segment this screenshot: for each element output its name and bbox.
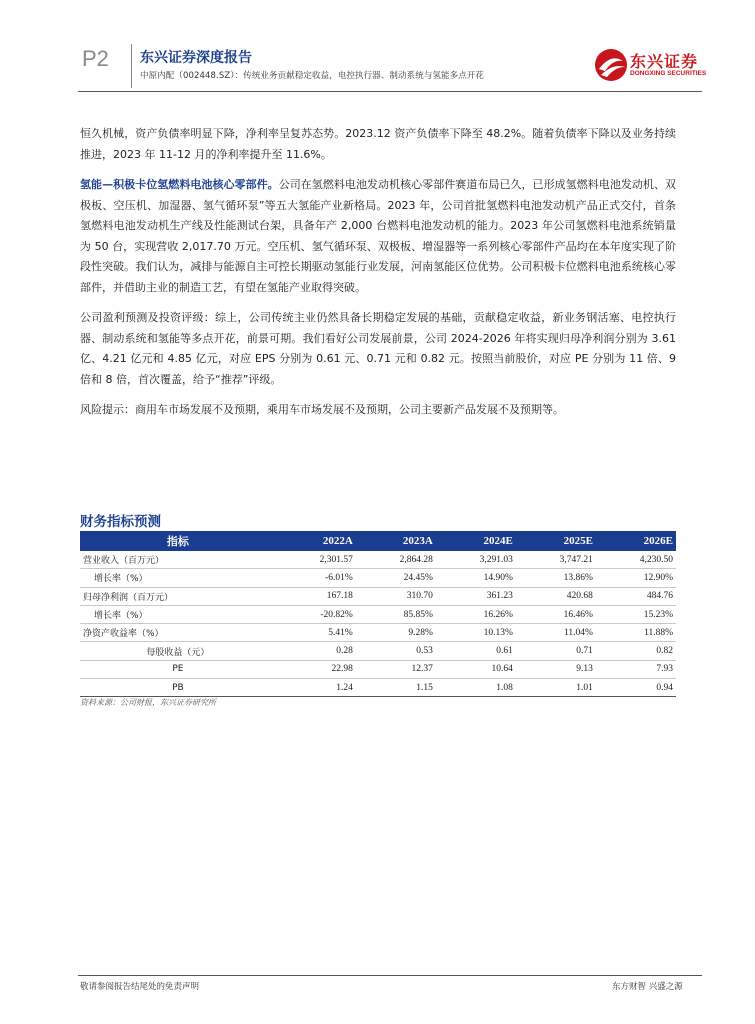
header-rule bbox=[78, 91, 702, 92]
table-cell: 0.61 bbox=[436, 642, 516, 660]
table-row bbox=[80, 679, 676, 697]
paragraph-leverage: 恒久机械，资产负债率明显下降，净利率呈复苏态势。2023.12 资产负债率下降至 48.2%。随着负债率下降以及业务持续推进，2023 年 11-12 月的净利率提升至 11.6%。 bbox=[80, 127, 676, 161]
table-cell: 5.41% bbox=[276, 624, 356, 642]
table-cell: 0.71 bbox=[516, 642, 596, 660]
report-body bbox=[80, 124, 676, 431]
header-divider bbox=[131, 44, 132, 88]
table-cell: 0.53 bbox=[356, 642, 436, 660]
table-cell: 3,747.21 bbox=[516, 551, 596, 569]
row-label: 增长率（%） bbox=[80, 605, 276, 623]
table-cell: 1.15 bbox=[356, 679, 436, 697]
paragraph-rating: 公司盈利预测及投资评级：综上，公司传统主业仍然具备长期稳定发展的基础，贡献稳定收益，新业务钢活塞、电控执行器、制动系统和氢能等多点开花，前景可期。我们看好公司发展前景，公司 2024-2026 年将实现归母净利润分别为 3.61 亿、4.21 亿元和 4.85 亿元，对应 EPS 分别为 0.61 元、0.71 元和 0.82 元。按照当前股价，对应 PE 分别为 11 倍、9 倍和 8 倍，首次覆盖，给予“推荐”评级。 bbox=[80, 311, 676, 386]
header-cell: 2025E bbox=[516, 531, 596, 551]
row-label: 归母净利润（百万元） bbox=[80, 587, 276, 605]
table-cell: 12.37 bbox=[356, 660, 436, 678]
table-cell: 11.04% bbox=[516, 624, 596, 642]
table-cell: 22.98 bbox=[276, 660, 356, 678]
paragraph-hydrogen-heading: 氢能—积极卡位氢燃料电池核心零部件。 bbox=[80, 178, 279, 191]
table-row bbox=[80, 605, 676, 623]
footer-rule bbox=[78, 975, 702, 976]
header-cell: 2023A bbox=[356, 531, 436, 551]
footer-slogan: 东方财智 兴盛之源 bbox=[612, 982, 683, 992]
table-cell: 1.24 bbox=[276, 679, 356, 697]
table-cell: 1.01 bbox=[516, 679, 596, 697]
row-label: 增长率（%） bbox=[80, 569, 276, 587]
table-row bbox=[80, 624, 676, 642]
table-cell: 420.68 bbox=[516, 587, 596, 605]
table-cell: 11.88% bbox=[596, 624, 676, 642]
table-cell: 2,301.57 bbox=[276, 551, 356, 569]
header-cell: 2022A bbox=[276, 531, 356, 551]
table-cell: 484.76 bbox=[596, 587, 676, 605]
table-cell: 0.28 bbox=[276, 642, 356, 660]
table-row bbox=[80, 569, 676, 587]
table-title: 财务指标预测 bbox=[80, 514, 161, 530]
paragraph-hydrogen bbox=[80, 175, 676, 298]
footer-disclaimer: 敬请参阅报告结尾处的免责声明 bbox=[80, 982, 200, 992]
row-label: 净资产收益率（%） bbox=[80, 624, 276, 642]
header-cell: 2026E bbox=[596, 531, 676, 551]
table-cell: 9.13 bbox=[516, 660, 596, 678]
table-row bbox=[80, 587, 676, 605]
row-label: PB bbox=[80, 679, 276, 697]
row-label: PE bbox=[80, 660, 276, 678]
table-source-note: 资料来源：公司财报，东兴证券研究所 bbox=[80, 698, 216, 707]
paragraph-risk: 风险提示：商用车市场发展不及预期，乘用车市场发展不及预期，公司主要新产品发展不及预期等。 bbox=[80, 403, 564, 416]
row-label: 营业收入（百万元） bbox=[80, 551, 276, 569]
table-cell: 16.46% bbox=[516, 605, 596, 623]
table-cell: 14.90% bbox=[436, 569, 516, 587]
table-cell: 7.93 bbox=[596, 660, 676, 678]
table-header-row bbox=[80, 531, 676, 551]
table-row bbox=[80, 642, 676, 660]
report-subtitle: 中原内配（002448.SZ）：传统业务贡献稳定收益，电控执行器、制动系统与氢能多点开花 bbox=[140, 71, 485, 81]
table-cell: -20.82% bbox=[276, 605, 356, 623]
table-cell: -6.01% bbox=[276, 569, 356, 587]
table-cell: 85.85% bbox=[356, 605, 436, 623]
table-cell: 16.26% bbox=[436, 605, 516, 623]
table-cell: 13.86% bbox=[516, 569, 596, 587]
report-title: 东兴证券深度报告 bbox=[140, 50, 252, 66]
table-cell: 3,291.03 bbox=[436, 551, 516, 569]
table-cell: 0.82 bbox=[596, 642, 676, 660]
table-cell: 15.23% bbox=[596, 605, 676, 623]
table-cell: 24.45% bbox=[356, 569, 436, 587]
table-cell: 12.90% bbox=[596, 569, 676, 587]
paragraph-hydrogen-text: 公司在氢燃料电池发动机核心零部件赛道布局已久，已形成氢燃料电池发动机、双极板、空压机、加湿器、氢气循环泵”等五大氢能产业新格局。2023 年，公司首批氢燃料电池发动机产品正式交付，首条氢燃料电池发动机生产线及性能测试台架，具备年产 2,000 台燃料电池发动机的能力。2023 年公司氢燃料电池系统销量为 50 台，实现营收 2,017.70 万元。空压机、氢气循环泵、双极板、增湿器等一系列核心零部件产品均在本年度实现了阶段性突破。我们认为，减排与能源自主可控长期驱动氢能行业发展，河南氢能区位优势。公司积极卡位燃料电池系统核心零部件，并借助主业的制造工艺，有望在氢能产业取得突破。 bbox=[80, 178, 677, 294]
table-cell: 10.13% bbox=[436, 624, 516, 642]
table-row bbox=[80, 660, 676, 678]
financial-forecast-table bbox=[80, 531, 676, 697]
table-cell: 167.18 bbox=[276, 587, 356, 605]
logo-wordmark: 东兴证券 bbox=[630, 52, 699, 71]
table-cell: 1.08 bbox=[436, 679, 516, 697]
table-cell: 4,230.50 bbox=[596, 551, 676, 569]
table-cell: 2,864.28 bbox=[356, 551, 436, 569]
row-label: 每股收益（元） bbox=[80, 642, 276, 660]
header-cell: 指标 bbox=[80, 531, 276, 551]
page-number: P2 bbox=[82, 46, 109, 71]
table-cell: 9.28% bbox=[356, 624, 436, 642]
table-cell: 310.70 bbox=[356, 587, 436, 605]
table-cell: 361.23 bbox=[436, 587, 516, 605]
table-cell: 10.64 bbox=[436, 660, 516, 678]
logo-subtitle: DONGXING SECURITIES bbox=[630, 70, 707, 77]
header-cell: 2024E bbox=[436, 531, 516, 551]
table-cell: 0.94 bbox=[596, 679, 676, 697]
table-row bbox=[80, 551, 676, 569]
